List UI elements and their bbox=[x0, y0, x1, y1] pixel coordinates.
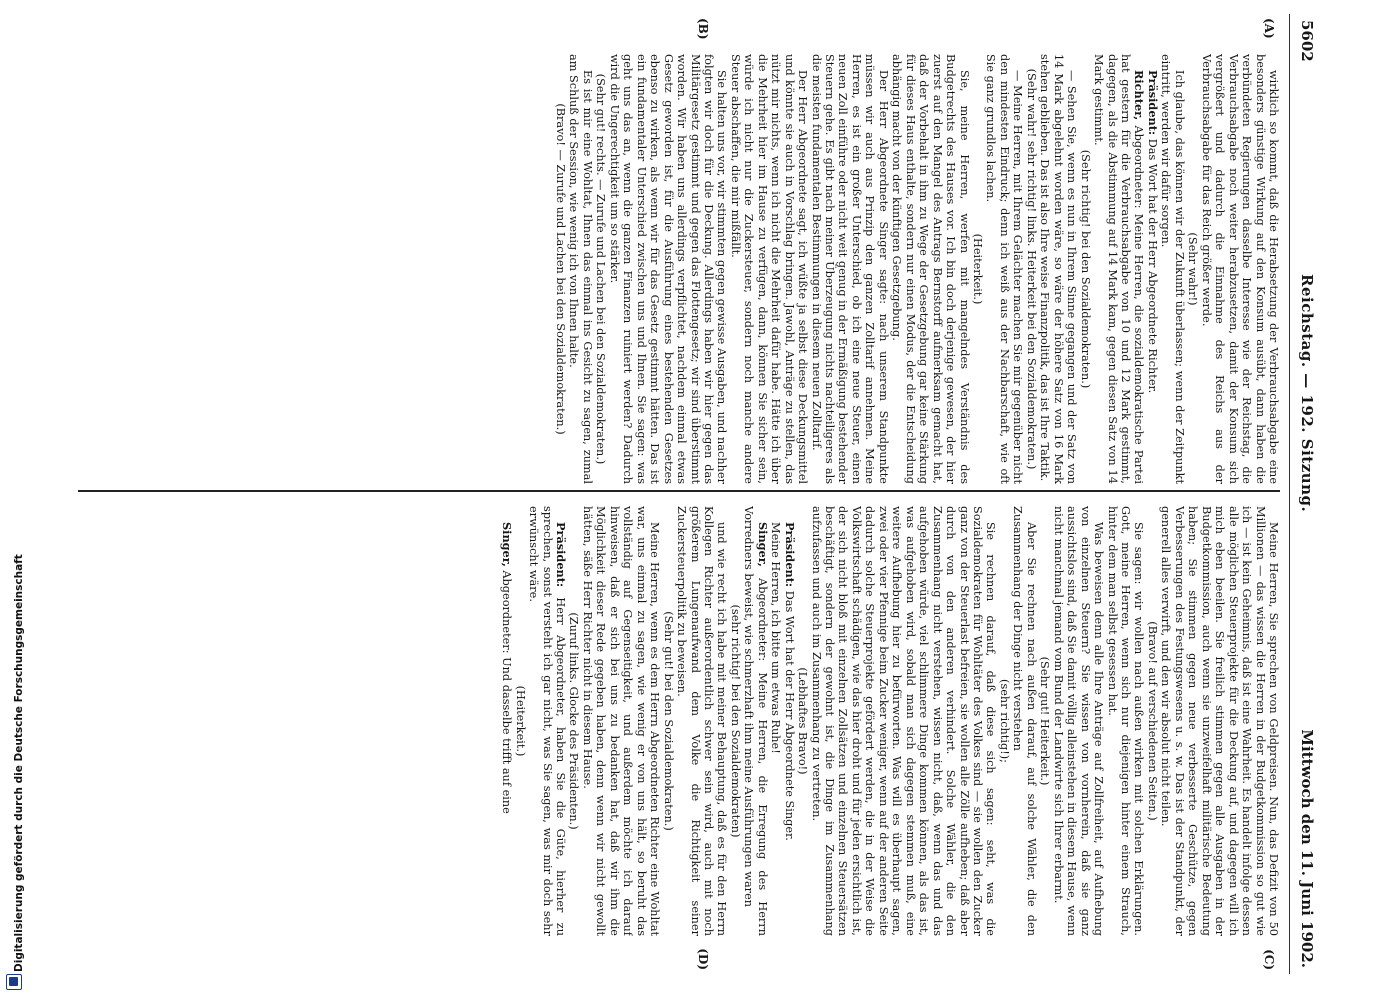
text-paragraph: Aber Sie rechnen nach außen darauf, auf solche Wähler, die den Zusammenhang der Dinge nicht verstehen bbox=[1011, 506, 1038, 936]
right-column bbox=[78, 506, 1280, 936]
stage-direction: (sehr richtig!); bbox=[997, 679, 1011, 763]
speaker-name: Richter, bbox=[1132, 70, 1147, 121]
document-page bbox=[70, 14, 1320, 974]
stage-direction: (Sehr wahr!) bbox=[1186, 232, 1200, 306]
text-paragraph: wirklich so kommt, daß die Herabsetzung der Verbrauchsabgabe eine besonders günstige Wirkung auf den Konsum ausübt, dann haben die verbündeten Regierungen dasselbe Interesse wie der Reichstag, die Verbrauchsabgabe noch weiter herabzusetzen, damit der Konsum sich vergrößert und dadurch die Einnahme des Reichs aus der Verbrauchsabgabe für das Reich größer werde. bbox=[1199, 54, 1280, 484]
column-divider bbox=[78, 490, 1280, 492]
margin-marker-c: (C) bbox=[1262, 949, 1276, 970]
text-paragraph: Es ist mir eine Wohltat, Ihnen das einmal ins Gesicht zu sagen, zumal am Schluß der Session, wie wenig ich von Ihnen halte. bbox=[567, 54, 594, 484]
speaker-name: Präsident: bbox=[553, 522, 568, 588]
speech-text: Abgeordneter: Meine Herren, die sozialdemokratische Partei hat gestern für die Verbrauchsabgabe von 10 und 12 Mark gestimmt, dagegen, als die Abstimmung auf 14 Mark kam, gegen diesen Satz von 14 Mark gestimmt. bbox=[1092, 54, 1146, 484]
text-paragraph: Was beweisen denn alle Ihre Anträge auf Zollfreiheit, auf Aufhebung von einzelnen Steuern? Sie wissen von vornherein, daß sie ganz aussichtslos sind, daß Sie damit völlig alleinstehen in diesem Hause, wenn nicht manchmal jemand vom Bund der Landwirte sich Ihrer erbarmt. bbox=[1051, 506, 1106, 936]
speech-paragraph bbox=[742, 506, 769, 936]
text-paragraph: Ich glaube, das können wir der Zukunft überlassen; wenn der Zeitpunkt eintritt, werden wir dafür sorgen. bbox=[1159, 54, 1186, 484]
speech-paragraph bbox=[1092, 54, 1146, 484]
text-paragraph: Meine Herren, wenn es dem Herrn Abgeordneten Richter eine Wohltat war, uns einmal zu sagen, wie wenig er von uns hält, so beruht das vollständig auf Gegenseitigkeit, und außerdem möchte ich darauf hinweisen, daß er sich bei uns zu bedanken hat, daß wir ihm die Möglichkeit dieser Rede gegeben haben, denn wenn wir nicht gewollt hätten, säße Herr Richter nicht in diesem Hause. bbox=[580, 506, 662, 936]
speech-paragraph bbox=[782, 506, 795, 936]
stage-direction: (Bravo! auf verschiedenen Seiten.) bbox=[1145, 621, 1159, 821]
stage-direction: (Sehr richtig! bei den Sozialdemokraten.) bbox=[1078, 149, 1092, 389]
speech-text: Das Wort hat der Herr Abgeordnete Richter. bbox=[1145, 135, 1159, 394]
left-column bbox=[78, 54, 1280, 484]
stage-direction: (Sehr gut! rechts. — Zurufe und Lachen bei den Sozialdemokraten.) bbox=[594, 73, 608, 465]
speech-text: Abgeordneter: Meine Herren, die Erregung des Herrn Vorredners beweist, wie schmerzhaft ihm meine Ausführungen waren bbox=[742, 506, 769, 936]
stage-direction: (sehr richtig! bei den Sozialdemokraten) bbox=[728, 604, 742, 838]
stage-direction: (Sehr gut! bei den Sozialdemokraten.) bbox=[661, 611, 675, 831]
header-date: Mittwoch den 11. Juni 1902. bbox=[1298, 729, 1316, 968]
stage-direction: (Heiterkeit.) bbox=[971, 233, 985, 305]
speech-text: Herr Abgeordneter, haben Sie die Güte, hierher zu sprechen, sonst versteht ich gar nicht, was Sie sagen, was mir doch sehr erwünscht wäre. bbox=[527, 506, 567, 936]
page-header bbox=[1289, 14, 1320, 974]
text-paragraph: — Sehen Sie, wenn es nun in Ihrem Sinne gegangen und der Satz von 14 Mark abgelehnt worden wäre, so wäre der höhere Satz von 16 Mark stehen geblieben. Das ist also Ihre weise Finanzpolitik, das ist Ihre Taktik. bbox=[1038, 54, 1079, 484]
stage-direction: (Zuruf links. Glocke des Präsidenten.) bbox=[567, 612, 581, 830]
text-paragraph: und wie recht ich habe mit meiner Behauptung, daß es für den Herrn Kollegen Richter außerordentlich schwer sein wird, auch mit noch größerem Lungenaufwand dem Volke die Richtigkeit seiner Zuckersteuerpolitik zu beweisen. bbox=[675, 506, 729, 936]
speech-text: Abgeordneter: Und dasselbe trifft auf eine bbox=[500, 566, 514, 814]
speech-paragraph bbox=[500, 506, 513, 936]
text-paragraph: Sie rechnen darauf, daß diese sich sagen: seht, was die Sozialdemokraten für Wohltäter des Volkes sind — sie wollen den Zucker ganz von der Steuerlast befreien, sie wollen alle Zölle aufheben; daß aber durch von den anderen verhindert. Solche Wähler, die den Zusammenhang nicht verstehen, wissen nicht, daß, wenn das und das aufgehoben würde, viel schlimmere Dinge kommen können, als das ist, was aufgehoben wird, sobald man sich dagegen stemmen muß, eine weitere Aufhebung hier zu befürworten. Was will es überhaupt sagen, zwei oder vier Pfennige beim Zucker weniger, wenn auf der anderen Seite dadurch solche Steuerprojekte gefördert werden, die in der Weise die Volkswirtschaft schädigen, wie das hier droht und für jeden ersichtlich ist, der sich nicht bloß mit einzelnen Zollsätzen und einzelnen Steuersätzen beschäftigt, sondern der gewohnt ist, die Dinge im Zusammenhang aufzufassen und auch im Zusammenhang zu vertreten. bbox=[809, 506, 998, 936]
stage-direction: (Lebhaftes Bravo!) bbox=[796, 667, 810, 775]
header-title: Reichstag. — 192. Sitzung. bbox=[1298, 274, 1316, 513]
stage-direction: (Heiterkeit.) bbox=[513, 685, 527, 757]
text-paragraph: Der Herr Abgeordnete Singer sagte: nach unserem Standpunkte müssen wir auch aus Prinzip den ganzen Zolltarif annehmen. Meine Herren, es ist ein großer Unterschied, ob ich eine neue Steuer, einen neuen Zoll einführe oder nicht weit genug in der Ermäßigung bestehender Steuern gehe. Es gibt nach meiner Überzeugung nichts nachteiligeres als die meisten fundamentalen Bestimmungen in diesem neuen Zolltarif. bbox=[809, 54, 890, 484]
text-paragraph: Sie halten uns vor, wir stimmten gegen gewisse Ausgaben, und nachher folgten wir doch für die Deckung. Allerdings haben wir hier gegen das Militärgesetz gestimmt und gegen das Flottengesetz; wir sind überstimmt worden. Wir haben uns allerdings verpflichtet, nachdem einmal etwas Gesetz geworden ist, für die Ausführung eines bestehenden Gesetzes ebenso zu wirken, als wenn wir für das Gesetz gestimmt hätten. Das ist ein fundamentaler Unterschied zwischen uns und Ihnen. Sie sagen: was geht uns das an, wenn die ganzen Finanzen ruiniert werden? Dadurch wird die Ungerechtigkeit um so stärker. bbox=[607, 54, 729, 484]
text-paragraph: Der Herr Abgeordnete sagt, ich wüßte ja selbst diese Deckungsmittel und könnte sie auch in Vorschlag bringen. Jawohl, Anträge zu stellen, das nützt mir nichts, wenn ich nicht die Mehrheit dafür habe. Hätte ich über die Mehrheit hier im Hause zu verfügen, dann, können Sie sicher sein, würde ich nicht nur die Zuckersteuer, sondern noch manche andere Steuer abschaffen, die mir mißfällt. bbox=[728, 54, 810, 484]
text-paragraph: Sie sagen: wir wollen nach außen wirken mit solchen Erklärungen. Gott, meine Herren, wenn sich nur diejenigen hinter einem Strauch, hinter dem man selbst gesessen hat. bbox=[1105, 506, 1146, 936]
margin-marker-d: (D) bbox=[696, 948, 710, 970]
text-paragraph: Meine Herren, ich bitte um etwas Ruhe! bbox=[769, 522, 783, 754]
text-paragraph: Meine Herren, Sie sprechen von Geldpreisen. Nun, das Defizit von 50 Millionen — das wissen die Herren in der Budgetkommission so gut wie ich — ist kein Geheimnis, daß ist eine Wahrheit. Es handelt infolge dessen alle möglichen Steuerprojekte für die Deckung auf, und dagegen will ich mich eben beeilen. Sie freilich stimmen gegen alle Ausgaben in der Budgetkommission, auch wenn sie unzweifelhaft militärische Bedeutung haben; Sie stimmen gegen neue verbesserte Geschütze, gegen Verbesserungen des Festungswesens u. s. w. Das ist der Standpunkt, der generell alles verwirft, und den wir absolut nicht teilen. bbox=[1159, 506, 1280, 936]
stage-direction: (Sehr wahr! sehr richtig! links. Heiterkeit bei den Sozialdemokraten.) bbox=[1024, 68, 1038, 470]
page-number: 5602 bbox=[1298, 20, 1316, 62]
text-paragraph: Sie, meine Herren, werfen mit mangelndes Verständnis des Budgetrechts des Hauses vor. Ich bin doch derjenige gewesen, der hier zuerst auf den Mangel des Antrags Bernstorff aufmerksam gemacht hat, daß der Vorbehalt in ihm zu Wege der Gesetzgebung gar keine Stärkung für dieses Haus enthalte, sondern nur einen Modus, der die Entscheidung abhängig macht von der künftigen Gesetzgebung. bbox=[890, 54, 971, 484]
speech-text: Das Wort hat der Herr Abgeordnete Singer. bbox=[782, 587, 796, 841]
margin-marker-b: (B) bbox=[696, 18, 710, 40]
speaker-name: Singer, bbox=[500, 522, 515, 567]
speaker-name: Präsident: bbox=[1145, 70, 1160, 136]
digitization-credit bbox=[0, 0, 40, 1000]
text-paragraph: — Meine Herren, mit Ihrem Gelächter machen Sie mir gegenüber nicht den mindesten Eindruck; denn ich weiß aus der Nachbarschaft, wie oft Sie ganz grundlos lachen. bbox=[984, 54, 1025, 484]
dfg-logo-icon bbox=[6, 974, 22, 990]
credit-text: Digitalisierung gefördert durch die Deutsche Forschungsgemeinschaft bbox=[13, 554, 25, 972]
speech-paragraph bbox=[1145, 54, 1158, 484]
speaker-name: Singer, bbox=[755, 522, 770, 567]
speaker-name: Präsident: bbox=[782, 522, 797, 588]
stage-direction: (Bravo! — Zurufe und Lachen bei den Sozialdemokraten.) bbox=[553, 103, 567, 435]
speech-paragraph bbox=[527, 506, 567, 936]
stage-direction: (Sehr gut! Heiterkeit.) bbox=[1038, 656, 1052, 786]
margin-marker-a: (A) bbox=[1262, 18, 1276, 39]
